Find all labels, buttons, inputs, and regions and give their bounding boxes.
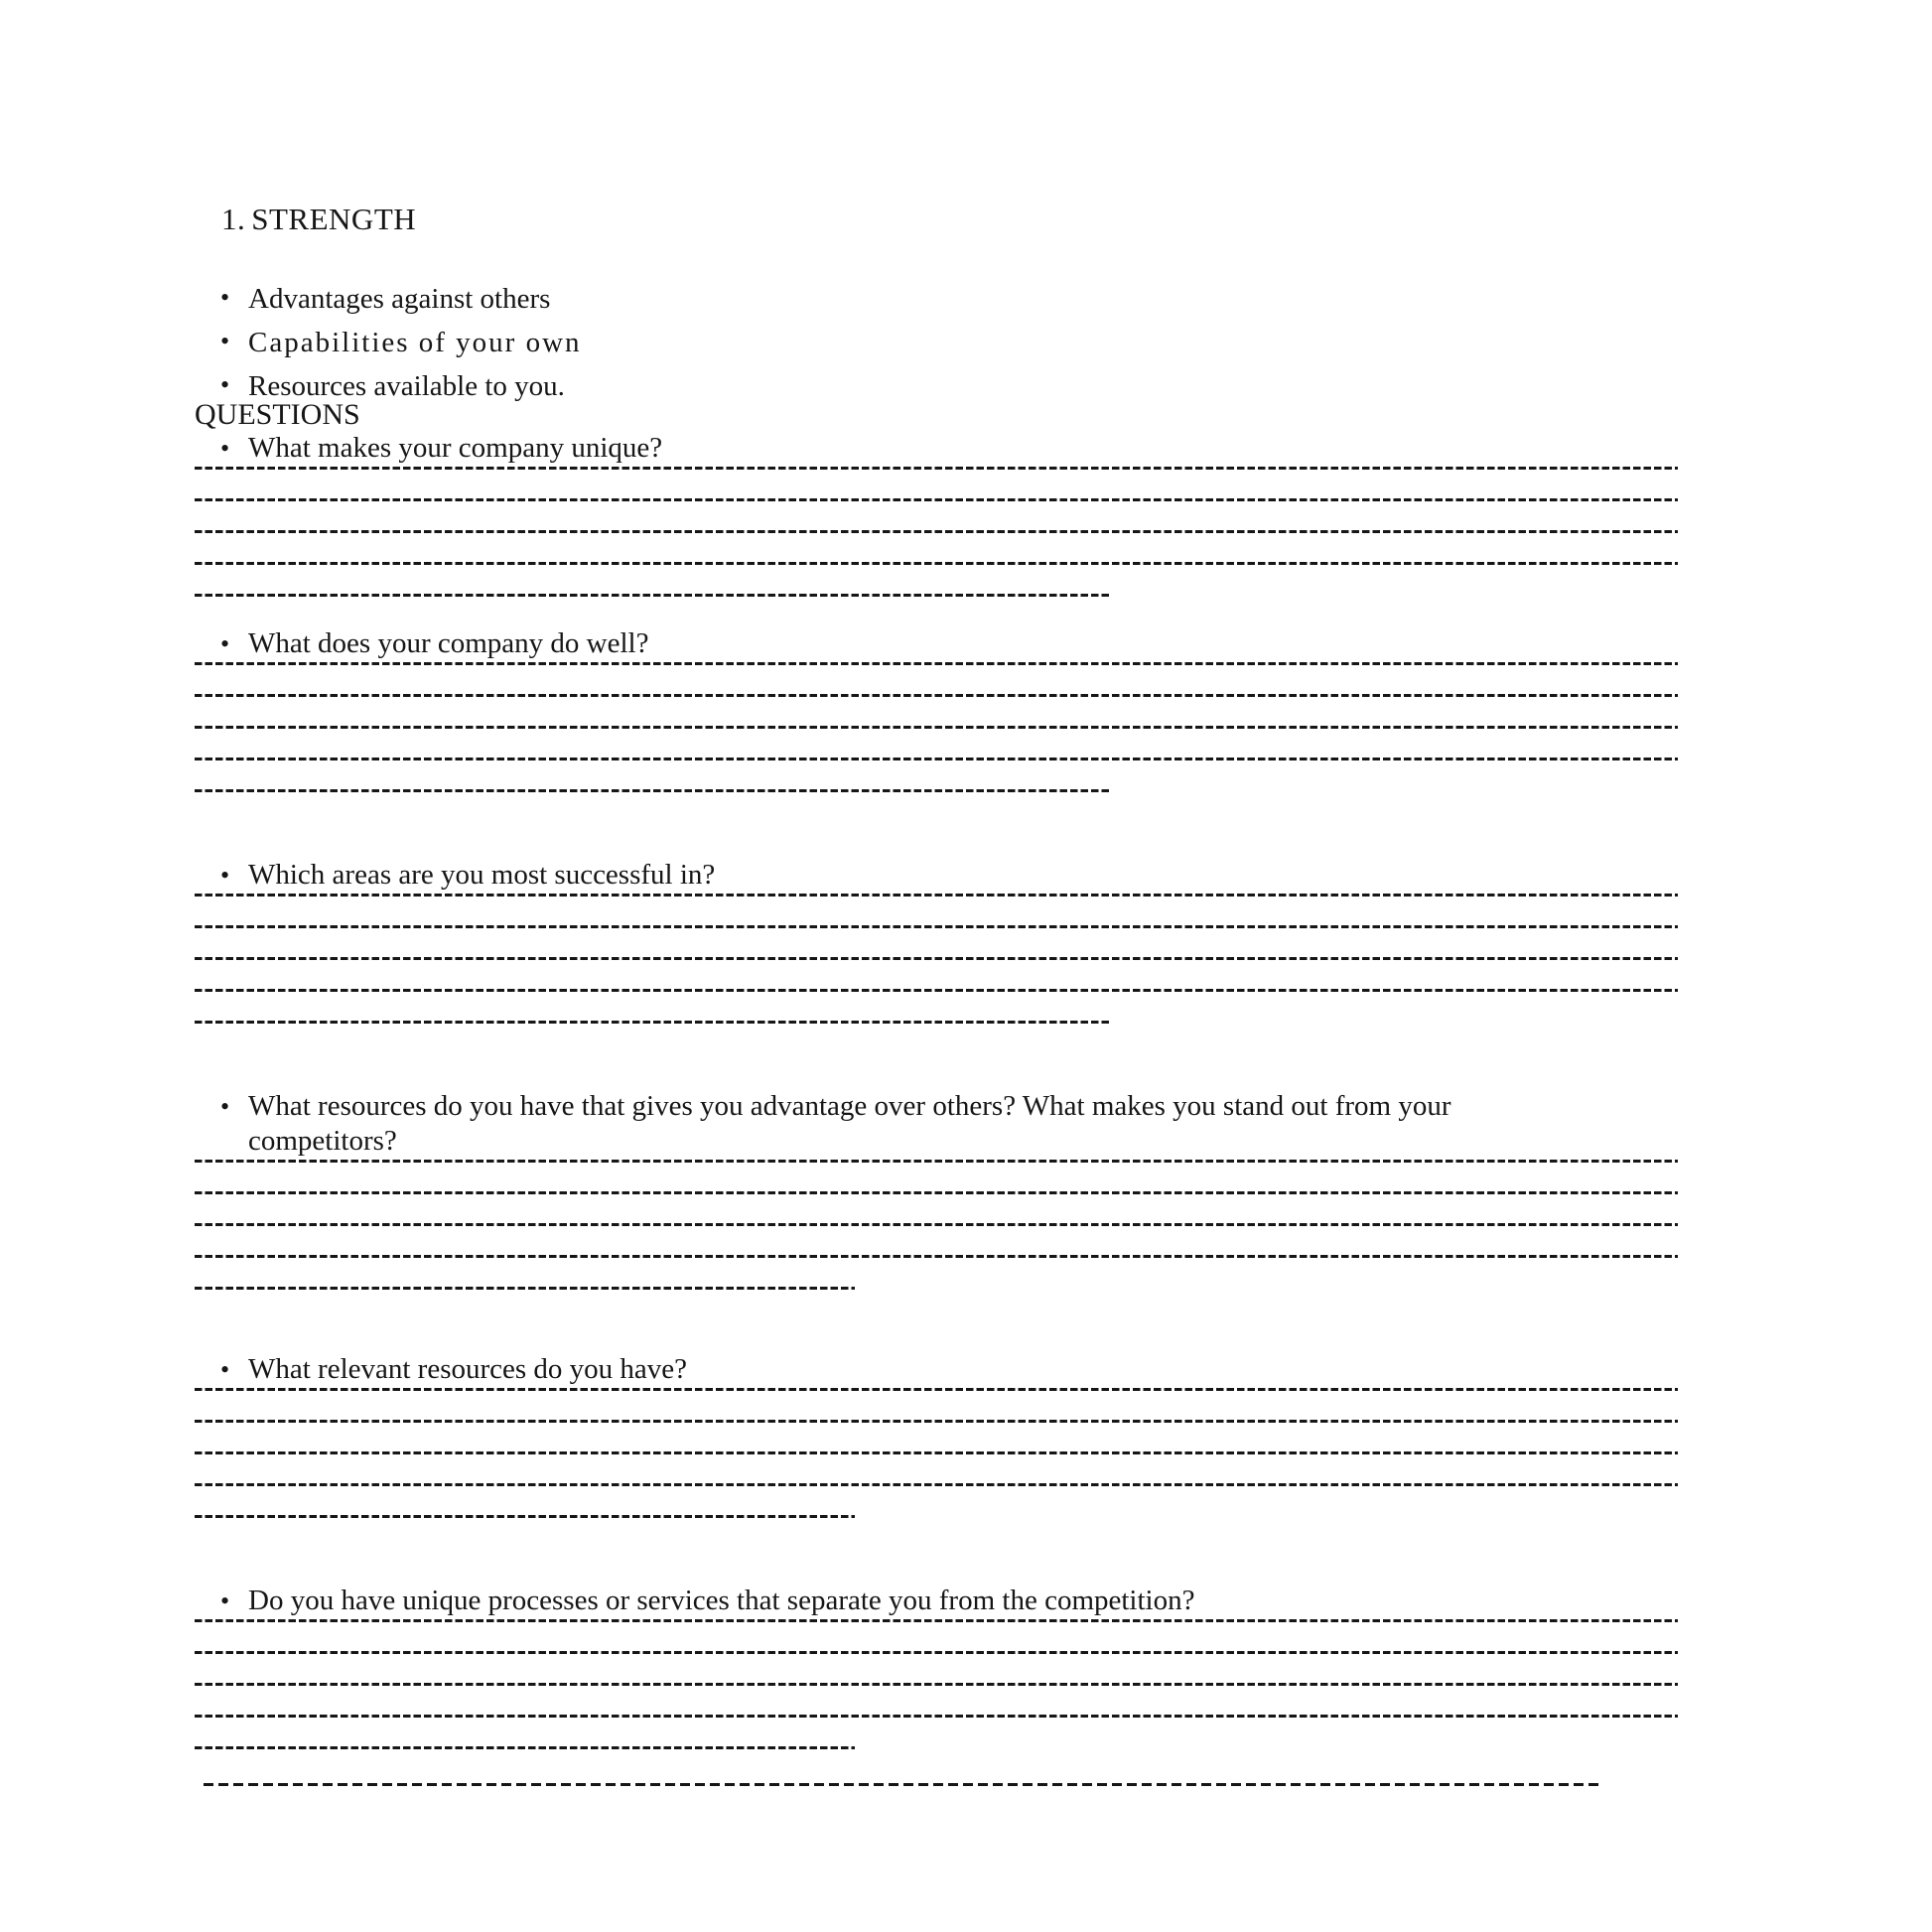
questions-section	[195, 431, 1678, 1749]
answer-line-short	[195, 1515, 855, 1518]
answer-line-short	[195, 1287, 855, 1290]
answer-line	[195, 925, 1678, 928]
answer-line	[195, 1420, 1678, 1423]
answer-line-short	[195, 594, 1110, 597]
question-row	[195, 858, 1569, 893]
question-text: What resources do you have that gives you advantage over others? What makes you stand out from your competitors?	[248, 1090, 1451, 1157]
question-row	[195, 626, 1569, 661]
strength-bullet-item	[195, 277, 1678, 321]
answer-line	[195, 1715, 1678, 1718]
bullet-icon: •	[220, 327, 230, 355]
answer-line	[195, 1255, 1678, 1258]
answer-line	[195, 726, 1678, 729]
answer-lines	[195, 894, 1678, 1024]
answer-lines	[195, 1619, 1678, 1749]
question-row	[195, 431, 1569, 466]
answer-lines	[195, 1388, 1678, 1518]
question-text: Which areas are you most successful in?	[248, 859, 716, 891]
section-heading	[221, 202, 1678, 237]
strength-bullet-item	[195, 364, 1678, 408]
answer-line	[195, 467, 1678, 470]
answer-line	[195, 1483, 1678, 1486]
bullet-text: Capabilities of your own	[248, 327, 582, 358]
question-row	[195, 1089, 1569, 1159]
bullet-icon: •	[220, 1587, 230, 1615]
bullet-text: Resources available to you.	[248, 370, 565, 402]
answer-line	[195, 989, 1678, 992]
answer-line	[195, 1388, 1678, 1391]
answer-line	[195, 1451, 1678, 1454]
section-title: STRENGTH	[251, 202, 417, 236]
answer-line	[195, 1651, 1678, 1654]
question-block	[195, 431, 1678, 597]
question-row	[195, 1584, 1569, 1618]
answer-line	[195, 894, 1678, 897]
bullet-icon: •	[220, 629, 230, 658]
question-block	[195, 626, 1678, 792]
bullet-icon: •	[220, 1355, 230, 1384]
answer-line	[195, 662, 1678, 665]
answer-line	[195, 562, 1678, 565]
question-block	[195, 1584, 1678, 1749]
section-number: 1.	[221, 202, 246, 236]
answer-line	[195, 498, 1678, 501]
question-block	[195, 858, 1678, 1024]
answer-line	[195, 530, 1678, 533]
question-text: Do you have unique processes or services that separate you from the competition?	[248, 1585, 1195, 1616]
answer-line	[195, 957, 1678, 960]
answer-lines	[195, 1160, 1678, 1290]
strength-bullet-list	[195, 277, 1678, 408]
question-text: What does your company do well?	[248, 627, 649, 659]
bullet-icon: •	[220, 1092, 230, 1121]
answer-lines	[195, 467, 1678, 597]
question-text: What makes your company unique?	[248, 432, 663, 464]
answer-line	[195, 1160, 1678, 1163]
answer-line	[195, 1191, 1678, 1194]
answer-line	[195, 1223, 1678, 1226]
answer-line	[195, 1619, 1678, 1622]
answer-line-short	[195, 1746, 855, 1749]
question-block	[195, 1352, 1678, 1518]
trailing-answer-line	[204, 1783, 1602, 1786]
answer-line-short	[195, 1021, 1110, 1024]
answer-line-short	[195, 789, 1110, 792]
question-text: What relevant resources do you have?	[248, 1353, 688, 1385]
bullet-text: Advantages against others	[248, 283, 551, 315]
answer-line	[195, 1683, 1678, 1686]
strength-bullet-item	[195, 321, 1678, 364]
bullet-icon: •	[220, 434, 230, 463]
answer-lines	[195, 662, 1678, 792]
answer-line	[195, 694, 1678, 697]
bullet-icon: •	[220, 370, 230, 399]
bullet-icon: •	[220, 861, 230, 890]
bullet-icon: •	[220, 283, 230, 312]
questions-label: QUESTIONS	[195, 398, 360, 431]
question-block	[195, 1089, 1678, 1290]
question-row	[195, 1352, 1569, 1387]
answer-line	[195, 758, 1678, 760]
